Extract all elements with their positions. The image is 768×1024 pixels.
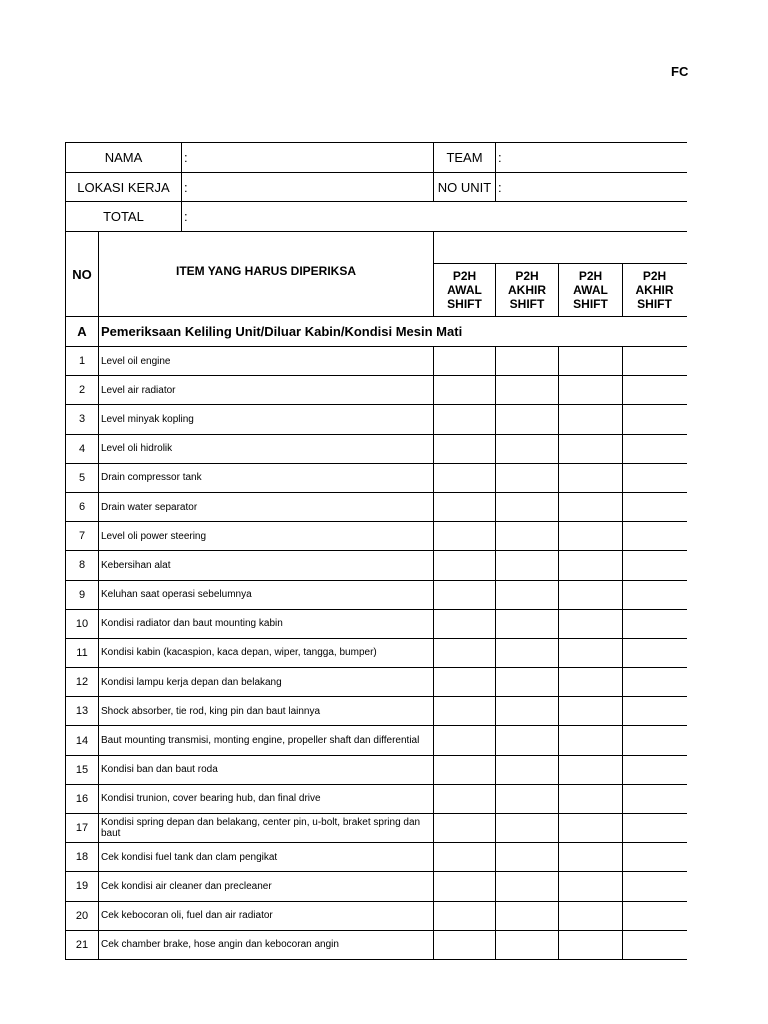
- check-cell-1[interactable]: [434, 668, 496, 696]
- check-cell-3[interactable]: [559, 785, 623, 813]
- check-cell-3[interactable]: [559, 610, 623, 638]
- check-cell-3[interactable]: [559, 814, 623, 842]
- check-cell-2[interactable]: [496, 872, 559, 900]
- item-text: Cek kebocoran oli, fuel dan air radiator: [99, 902, 434, 930]
- check-cell-1[interactable]: [434, 785, 496, 813]
- header-check-line: AKHIR: [508, 283, 546, 297]
- item-text: Cek chamber brake, hose angin dan kebocoran angin: [99, 931, 434, 959]
- item-number: 10: [66, 610, 99, 638]
- check-cell-4[interactable]: [623, 756, 686, 784]
- check-cell-2[interactable]: [496, 902, 559, 930]
- item-number: 12: [66, 668, 99, 696]
- item-text: Level oil engine: [99, 347, 434, 375]
- check-cell-1[interactable]: [434, 551, 496, 579]
- table-row: [66, 756, 687, 785]
- table-header: [66, 232, 687, 317]
- item-text: Kondisi lampu kerja depan dan belakang: [99, 668, 434, 696]
- item-text: Kebersihan alat: [99, 551, 434, 579]
- check-cell-4[interactable]: [623, 697, 686, 725]
- table-row: [66, 376, 687, 405]
- header-check-line: P2H: [452, 269, 477, 283]
- check-cell-1[interactable]: [434, 697, 496, 725]
- check-cell-4[interactable]: [623, 347, 686, 375]
- item-number: 8: [66, 551, 99, 579]
- check-cell-2[interactable]: [496, 814, 559, 842]
- table-row: [66, 551, 687, 580]
- item-text: Level oli hidrolik: [99, 435, 434, 463]
- item-number: 18: [66, 843, 99, 871]
- check-cell-2[interactable]: [496, 522, 559, 550]
- table-row: [66, 931, 687, 960]
- check-cell-4[interactable]: [623, 668, 686, 696]
- item-text: Level oli power steering: [99, 522, 434, 550]
- table-row: [66, 435, 687, 464]
- header-check-4: [623, 264, 686, 316]
- table-row: [66, 493, 687, 522]
- lokasi-field[interactable]: :: [182, 173, 434, 201]
- header-check-line: P2H: [515, 269, 539, 283]
- check-cell-4[interactable]: [623, 551, 686, 579]
- check-cell-3[interactable]: [559, 902, 623, 930]
- check-cell-4[interactable]: [623, 902, 686, 930]
- check-cell-1[interactable]: [434, 726, 496, 754]
- item-number: 7: [66, 522, 99, 550]
- check-cell-4[interactable]: [623, 405, 686, 433]
- item-number: 15: [66, 756, 99, 784]
- item-number: 11: [66, 639, 99, 667]
- item-text: Kondisi kabin (kacaspion, kaca depan, wiper, tangga, bumper): [99, 639, 434, 667]
- header-check-2: [496, 264, 559, 316]
- check-cell-1[interactable]: [434, 435, 496, 463]
- check-cell-2[interactable]: [496, 581, 559, 609]
- check-cell-1[interactable]: [434, 347, 496, 375]
- table-row: [66, 726, 687, 755]
- check-cell-4[interactable]: [623, 843, 686, 871]
- header-no: NO: [66, 232, 99, 316]
- check-cell-3[interactable]: [559, 551, 623, 579]
- table-row: [66, 814, 687, 843]
- item-text: Shock absorber, tie rod, king pin dan baut lainnya: [99, 697, 434, 725]
- table-row: [66, 843, 687, 872]
- item-text: Kondisi radiator dan baut mounting kabin: [99, 610, 434, 638]
- check-cell-2[interactable]: [496, 347, 559, 375]
- header-checks: [434, 232, 687, 316]
- check-cell-2[interactable]: [496, 639, 559, 667]
- table-row: [66, 522, 687, 551]
- check-cell-2[interactable]: [496, 376, 559, 404]
- check-cell-1[interactable]: [434, 843, 496, 871]
- total-label: TOTAL: [66, 202, 182, 231]
- header-check-1: [434, 264, 496, 316]
- check-cell-4[interactable]: [623, 464, 686, 492]
- check-cell-4[interactable]: [623, 493, 686, 521]
- table-row: [66, 610, 687, 639]
- item-text: Kondisi trunion, cover bearing hub, dan final drive: [99, 785, 434, 813]
- header-check-line: SHIFT: [509, 297, 545, 311]
- check-cell-3[interactable]: [559, 697, 623, 725]
- table-row: [66, 668, 687, 697]
- check-cell-2[interactable]: [496, 551, 559, 579]
- item-text: Cek kondisi fuel tank dan clam pengikat: [99, 843, 434, 871]
- check-cell-3[interactable]: [559, 405, 623, 433]
- check-cell-3[interactable]: [559, 522, 623, 550]
- info-row-lokasi: [66, 173, 687, 202]
- check-cell-2[interactable]: [496, 697, 559, 725]
- item-text: Drain water separator: [99, 493, 434, 521]
- header-check-line: AKHIR: [635, 283, 674, 297]
- item-number: 3: [66, 405, 99, 433]
- check-cell-2[interactable]: [496, 785, 559, 813]
- table-row: [66, 581, 687, 610]
- item-number: 9: [66, 581, 99, 609]
- item-number: 5: [66, 464, 99, 492]
- header-checks-bottom: [434, 264, 687, 316]
- team-label: TEAM: [434, 143, 496, 172]
- table-row: [66, 902, 687, 931]
- item-number: 6: [66, 493, 99, 521]
- check-cell-1[interactable]: [434, 581, 496, 609]
- check-cell-3[interactable]: [559, 435, 623, 463]
- header-check-line: SHIFT: [447, 297, 482, 311]
- item-number: 13: [66, 697, 99, 725]
- item-number: 4: [66, 435, 99, 463]
- item-number: 21: [66, 931, 99, 959]
- total-field[interactable]: :: [184, 209, 188, 224]
- check-cell-2[interactable]: [496, 464, 559, 492]
- check-cell-1[interactable]: [434, 756, 496, 784]
- item-text: Level air radiator: [99, 376, 434, 404]
- check-cell-1[interactable]: [434, 405, 496, 433]
- document-code: FC: [671, 64, 689, 79]
- check-cell-4[interactable]: [623, 931, 686, 959]
- item-text: Kondisi spring depan dan belakang, center pin, u-bolt, braket spring dan baut: [99, 814, 434, 842]
- check-cell-3[interactable]: [559, 843, 623, 871]
- check-cell-4[interactable]: [623, 376, 686, 404]
- item-number: 16: [66, 785, 99, 813]
- header-check-line: P2H: [578, 269, 603, 283]
- no-unit-field[interactable]: :: [498, 179, 502, 195]
- team-field[interactable]: :: [498, 150, 502, 165]
- check-cell-3[interactable]: [559, 872, 623, 900]
- check-cell-4[interactable]: [623, 435, 686, 463]
- item-number: 14: [66, 726, 99, 754]
- table-row: [66, 405, 687, 434]
- check-cell-4[interactable]: [623, 639, 686, 667]
- item-number: 17: [66, 814, 99, 842]
- check-cell-1[interactable]: [434, 814, 496, 842]
- check-cell-1[interactable]: [434, 610, 496, 638]
- item-text: Cek kondisi air cleaner dan precleaner: [99, 872, 434, 900]
- check-cell-4[interactable]: [623, 872, 686, 900]
- check-cell-1[interactable]: [434, 464, 496, 492]
- check-cell-1[interactable]: [434, 931, 496, 959]
- header-item: ITEM YANG HARUS DIPERIKSA: [99, 232, 434, 316]
- check-cell-4[interactable]: [623, 581, 686, 609]
- check-cell-2[interactable]: [496, 668, 559, 696]
- check-cell-3[interactable]: [559, 931, 623, 959]
- table-row: [66, 464, 687, 493]
- header-check-line: SHIFT: [573, 297, 608, 311]
- check-cell-3[interactable]: [559, 639, 623, 667]
- table-row: [66, 785, 687, 814]
- check-cell-4[interactable]: [623, 522, 686, 550]
- check-cell-1[interactable]: [434, 872, 496, 900]
- check-cell-2[interactable]: [496, 726, 559, 754]
- nama-label: NAMA: [66, 143, 182, 172]
- check-cell-3[interactable]: [559, 581, 623, 609]
- check-cell-1[interactable]: [434, 522, 496, 550]
- check-cell-4[interactable]: [623, 610, 686, 638]
- check-cell-2[interactable]: [496, 493, 559, 521]
- item-text: Drain compressor tank: [99, 464, 434, 492]
- nama-field[interactable]: :: [182, 143, 434, 172]
- check-cell-3[interactable]: [559, 376, 623, 404]
- section-title: Pemeriksaan Keliling Unit/Diluar Kabin/Kondisi Mesin Mati: [101, 324, 463, 339]
- header-check-line: AWAL: [573, 283, 608, 297]
- info-row-nama: [66, 143, 687, 173]
- header-check-line: SHIFT: [637, 297, 672, 311]
- check-cell-4[interactable]: [623, 726, 686, 754]
- check-cell-3[interactable]: [559, 493, 623, 521]
- check-cell-4[interactable]: [623, 785, 686, 813]
- check-cell-1[interactable]: [434, 639, 496, 667]
- lokasi-label: LOKASI KERJA: [66, 173, 182, 201]
- table-row: [66, 347, 687, 376]
- header-checks-top: [434, 232, 687, 264]
- item-number: 19: [66, 872, 99, 900]
- check-cell-3[interactable]: [559, 668, 623, 696]
- check-cell-3[interactable]: [559, 464, 623, 492]
- item-text: Baut mounting transmisi, monting engine, propeller shaft dan differential: [99, 726, 434, 754]
- check-cell-2[interactable]: [496, 756, 559, 784]
- table-row: [66, 872, 687, 901]
- check-cell-3[interactable]: [559, 347, 623, 375]
- check-cell-1[interactable]: [434, 493, 496, 521]
- check-cell-2[interactable]: [496, 405, 559, 433]
- check-cell-2[interactable]: [496, 435, 559, 463]
- header-check-line: AWAL: [447, 283, 482, 297]
- check-cell-2[interactable]: [496, 931, 559, 959]
- item-text: Keluhan saat operasi sebelumnya: [99, 581, 434, 609]
- header-check-3: [559, 264, 623, 316]
- no-unit-label: NO UNIT: [434, 173, 496, 201]
- check-cell-3[interactable]: [559, 756, 623, 784]
- item-number: 1: [66, 347, 99, 375]
- item-text: Kondisi ban dan baut roda: [99, 756, 434, 784]
- check-cell-4[interactable]: [623, 814, 686, 842]
- header-check-line: P2H: [642, 269, 667, 283]
- check-cell-1[interactable]: [434, 902, 496, 930]
- check-cell-2[interactable]: [496, 843, 559, 871]
- check-cell-1[interactable]: [434, 376, 496, 404]
- section-letter: A: [66, 317, 99, 346]
- item-number: 20: [66, 902, 99, 930]
- item-number: 2: [66, 376, 99, 404]
- check-cell-3[interactable]: [559, 726, 623, 754]
- section-row: [66, 317, 687, 347]
- item-text: Level minyak kopling: [99, 405, 434, 433]
- table-row: [66, 639, 687, 668]
- info-row-total: [66, 202, 687, 232]
- check-cell-2[interactable]: [496, 610, 559, 638]
- items-body: [66, 347, 687, 960]
- checklist-table: [65, 142, 687, 960]
- table-row: [66, 697, 687, 726]
